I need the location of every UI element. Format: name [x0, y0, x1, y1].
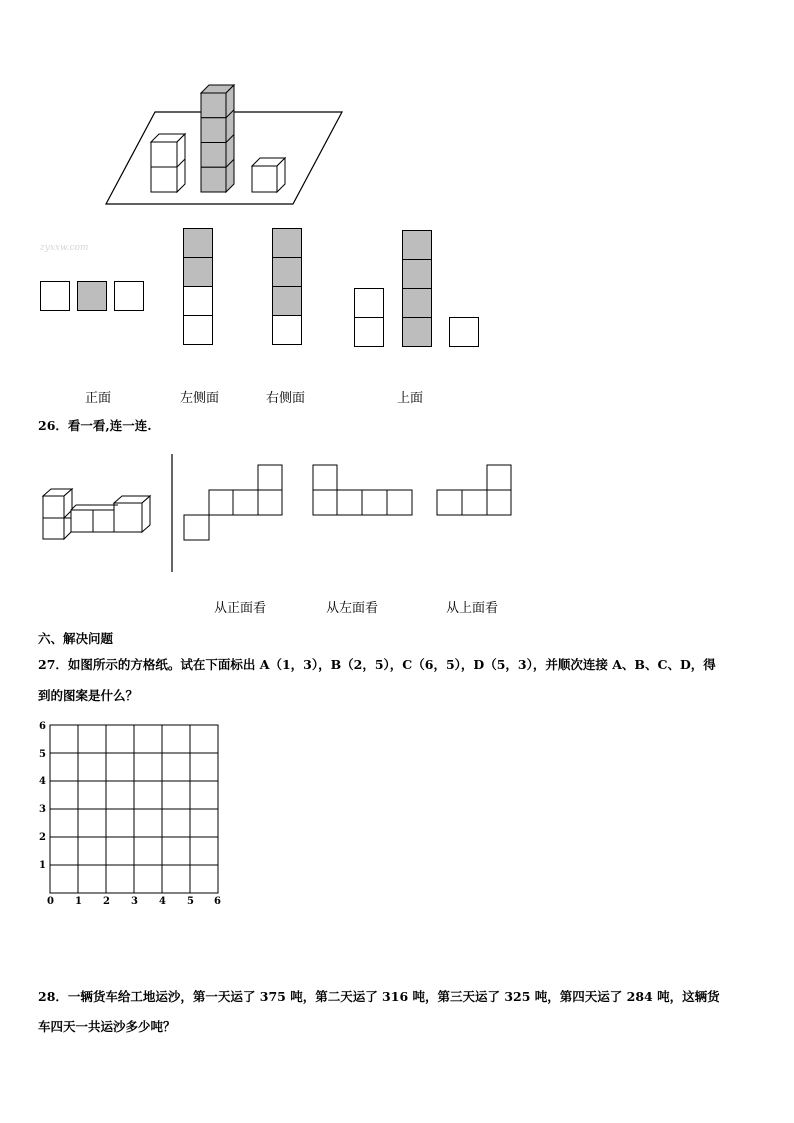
view-shape-b	[313, 465, 412, 515]
top-view-cell	[449, 317, 479, 347]
view-shape-c	[437, 465, 511, 515]
y-tick: 2	[39, 832, 46, 843]
y-tick: 4	[39, 776, 46, 787]
right-view-cell	[272, 257, 302, 287]
y-tick: 3	[39, 804, 46, 815]
left-view-cell	[183, 257, 213, 287]
top-view-cell	[402, 230, 432, 260]
left-view-cell	[183, 228, 213, 258]
q26-title: 26．看一看,连一连.	[38, 418, 152, 433]
right-view-label: 右侧面	[266, 391, 306, 406]
white-cube-column	[151, 134, 185, 192]
q28-text-line2: 车四天一共运沙多少吨？	[38, 1019, 176, 1034]
right-view-cell	[272, 315, 302, 345]
l-shaped-cube-solid	[43, 489, 150, 539]
left-view-label: 左侧面	[180, 391, 220, 406]
watermark: zyxxw.com	[40, 243, 89, 253]
right-view-cell	[272, 228, 302, 258]
y-tick: 5	[39, 749, 46, 760]
x-tick: 1	[75, 896, 82, 907]
front-view-cell	[77, 281, 107, 311]
cube-arrangement-figure	[0, 0, 794, 220]
x-tick: 4	[159, 896, 166, 907]
left-view-cell	[183, 315, 213, 345]
x-tick: 0	[47, 896, 54, 907]
x-tick: 5	[187, 896, 194, 907]
q27-text-line2: 到的图案是什么？	[38, 688, 139, 703]
tall-gray-cube-column	[201, 85, 234, 192]
right-view-cell	[272, 286, 302, 316]
view-from-top-label: 从上面看	[446, 601, 499, 616]
top-view-cell	[402, 288, 432, 318]
coordinate-grid	[0, 715, 240, 915]
front-view-cell	[114, 281, 144, 311]
single-white-cube	[252, 158, 285, 192]
y-tick: 6	[39, 721, 46, 732]
front-view-cell	[40, 281, 70, 311]
q27-text-line1: 27．如图所示的方格纸。试在下面标出 A（1，3），B（2，5），C（6，5），D（5，3），并顺次连接 A、B、C、D，得	[38, 657, 716, 672]
x-tick: 3	[131, 896, 138, 907]
q28-text-line1: 28．一辆货车给工地运沙，第一天运了 375 吨，第二天运了 316 吨，第三天运了 325 吨，第四天运了 284 吨，这辆货	[38, 989, 720, 1004]
top-view-label: 上面	[397, 391, 424, 406]
q26-figure	[0, 450, 794, 600]
top-view-cell	[354, 288, 384, 318]
section-six-title: 六、解决问题	[38, 631, 114, 646]
front-view-label: 正面	[85, 391, 112, 406]
top-view-cell	[354, 317, 384, 347]
x-tick: 2	[103, 896, 110, 907]
left-view-cell	[183, 286, 213, 316]
y-tick: 1	[39, 860, 46, 871]
top-view-cell	[402, 317, 432, 347]
x-tick: 6	[214, 896, 221, 907]
top-view-cell	[402, 259, 432, 289]
view-from-left-label: 从左面看	[326, 601, 379, 616]
view-shape-a	[184, 465, 282, 540]
view-from-front-label: 从正面看	[214, 601, 267, 616]
